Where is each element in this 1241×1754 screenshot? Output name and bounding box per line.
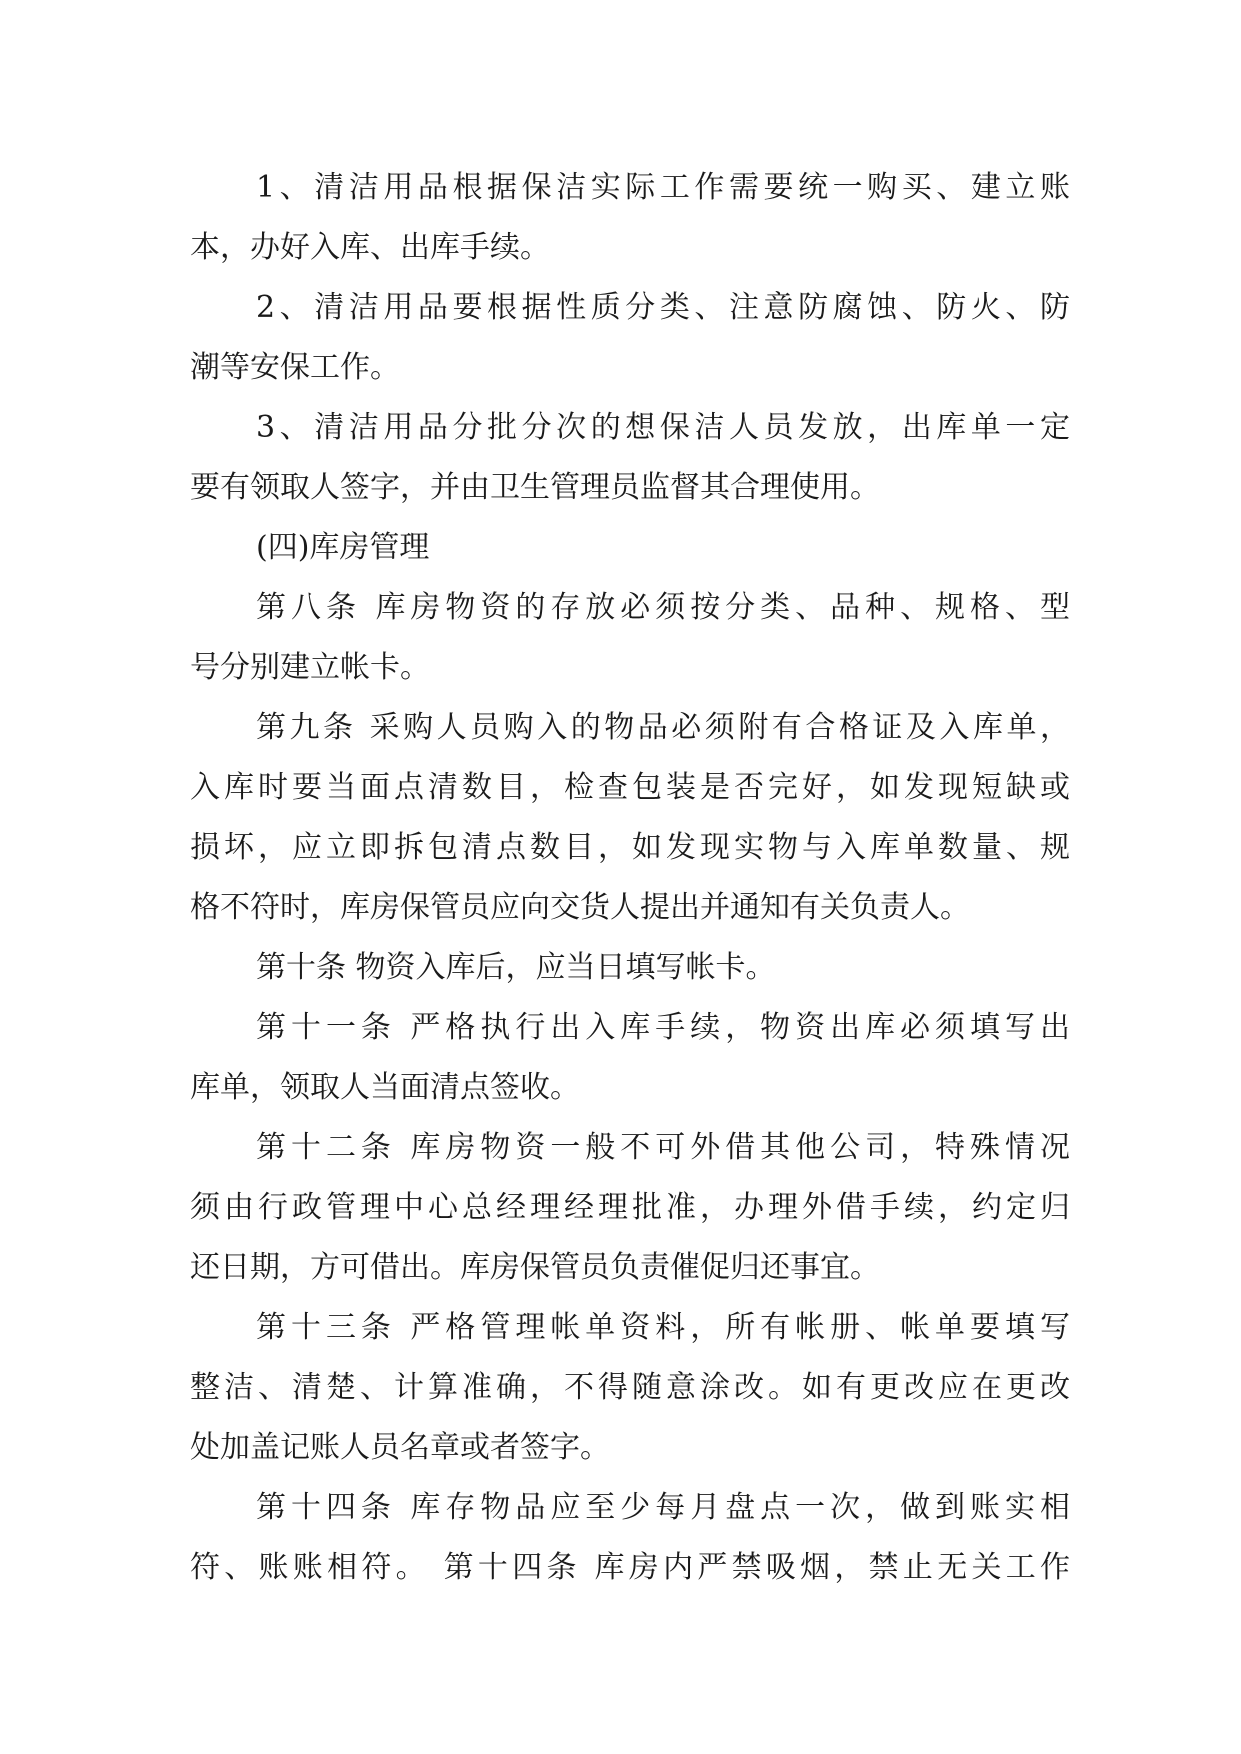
text-line: 还日期，方可借出。库房保管员负责催促归还事宜。 <box>190 1250 880 1285</box>
text-line: 第十三条 严格管理帐单资料，所有帐册、帐单要填写 <box>256 1310 1070 1345</box>
text-line: 第十一条 严格执行出入库手续，物资出库必须填写出 <box>256 1010 1070 1045</box>
text-line: 2、清洁用品要根据性质分类、注意防腐蚀、防火、防 <box>256 290 1070 325</box>
text-line: 入库时要当面点清数目，检查包装是否完好，如发现短缺或 <box>190 770 1070 805</box>
text-line: 本，办好入库、出库手续。 <box>190 230 550 265</box>
text-line: 1、清洁用品根据保洁实际工作需要统一购买、建立账 <box>256 170 1070 205</box>
text-line: 号分别建立帐卡。 <box>190 650 430 685</box>
text-line: 库单，领取人当面清点签收。 <box>190 1070 580 1105</box>
text-line: 第十四条 库存物品应至少每月盘点一次，做到账实相 <box>256 1490 1070 1525</box>
text-line: 须由行政管理中心总经理经理批准，办理外借手续，约定归 <box>190 1190 1070 1225</box>
text-line: 要有领取人签字，并由卫生管理员监督其合理使用。 <box>190 470 880 505</box>
section-heading: (四)库房管理 <box>256 530 430 565</box>
text-line: 第九条 采购人员购入的物品必须附有合格证及入库单， <box>256 710 1070 745</box>
text-line: 第八条 库房物资的存放必须按分类、品种、规格、型 <box>256 590 1070 625</box>
text-line: 损坏，应立即拆包清点数目，如发现实物与入库单数量、规 <box>190 830 1070 865</box>
text-line: 第十条 物资入库后，应当日填写帐卡。 <box>256 950 776 985</box>
text-line: 整洁、清楚、计算准确，不得随意涂改。如有更改应在更改 <box>190 1370 1070 1405</box>
text-line: 潮等安保工作。 <box>190 350 400 385</box>
text-line: 第十二条 库房物资一般不可外借其他公司，特殊情况 <box>256 1130 1070 1165</box>
text-line: 符、账账相符。 第十四条 库房内严禁吸烟，禁止无关工作 <box>190 1550 1070 1585</box>
text-line: 3、清洁用品分批分次的想保洁人员发放，出库单一定 <box>256 410 1070 445</box>
text-line: 格不符时，库房保管员应向交货人提出并通知有关负责人。 <box>190 890 970 925</box>
text-line: 处加盖记账人员名章或者签字。 <box>190 1430 610 1465</box>
document-page <box>190 158 1070 1598</box>
